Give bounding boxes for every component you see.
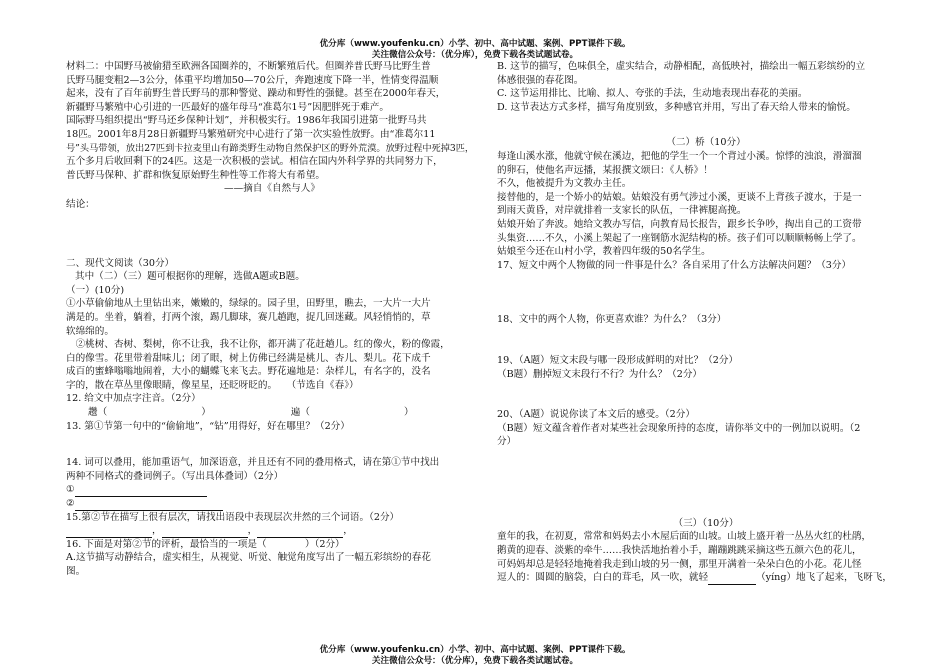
- bridge-line: 的卵石，使他名声远播，某报撰文颂曰：《人桥》！: [497, 164, 713, 176]
- question-14-line: 14. 词可以叠用，能加重语气，加深语意，并且还有不同的叠用格式，请在第①节中找出: [66, 457, 440, 469]
- question-18: 18、文中的两个人物，你更喜欢谁？为什么？（3分）: [497, 314, 727, 326]
- q12-answer-row: [66, 406, 484, 420]
- passage-2-line: 白的像雪。花里带着甜味儿；闭了眼，树上仿佛已经满是桃儿、杏儿、梨儿。花下成千: [66, 352, 431, 364]
- question-20-a: 20、（A题）说说你读了本文后的感受。（2分）: [497, 409, 695, 421]
- source-citation: ——摘自《自然与人》: [224, 183, 320, 195]
- q15-blank-1[interactable]: [66, 526, 152, 538]
- q14-answer-2: ②: [66, 497, 484, 511]
- header-line-2: 关注微信公众号：（优分库），免费下载各类试题试卷。: [371, 50, 579, 60]
- bridge-line: 接替他的，是一个娇小的姑娘。姑娘没有勇气涉过小溪，更谈不上背孩子渡水，于是一: [497, 191, 862, 203]
- conclusion-label: 结论：: [66, 198, 95, 210]
- q12-char-b: 遍（: [290, 407, 310, 419]
- bridge-line: 头集资……不久，小溪上架起了一座钢筋水泥结构的桥。孩子们可以顺顺畅畅上学了。: [497, 232, 862, 244]
- material-2-line: 材料二：中国野马被偷猎至欧洲各国圈养的，不断繁殖后代。但圈养普氏野马比野生普: [66, 61, 431, 72]
- section-intro: 其中（二）（三）题可根据你的理解，选做A题或B题。: [75, 271, 305, 283]
- q14-blank-1[interactable]: [75, 485, 207, 497]
- passage-3-title: （三）（10分）: [673, 517, 739, 529]
- q15-answer-row: ， ， ，: [66, 524, 484, 538]
- q12-char-a: 趱（: [88, 407, 108, 419]
- passage-3-line: 可妈妈却总是轻轻地掩着我走到山坡的另一侧，那里开满着一朵朵白色的小花。花儿怪: [497, 558, 862, 570]
- left-column: [66, 60, 484, 579]
- bridge-line: 不久，他被提升为文教办主任。: [497, 178, 632, 190]
- q14-answer-1: ①: [66, 483, 484, 497]
- passage-1-line: ①小草偷偷地从土里钻出来，嫩嫩的，绿绿的。园子里，田野里，瞧去，一大片一大片: [66, 298, 431, 310]
- passage-bridge-title: （二）桥（10分）: [666, 137, 746, 149]
- passage-3-blank[interactable]: [708, 573, 756, 585]
- q16-option-b: 体感很强的春花图。: [497, 74, 584, 86]
- material-2-line: 新疆野马繁殖中心引进的一匹最好的盛年母马“准葛尔1号”因肥胖死于难产。: [66, 101, 389, 113]
- question-20-b: 分）: [497, 436, 517, 448]
- footer-line-2: 关注微信公众号：（优分库），免费下载各类试题试卷。: [371, 656, 579, 666]
- question-17: 17、短文中两个人物做的同一件事是什么？各自采用了什么方法解决问题？（3分）: [497, 259, 852, 271]
- question-15: 15.第②节在描写上很有层次，请找出语段中表现层次井然的三个词语。（2分）: [66, 511, 400, 523]
- passage-2-line: 成百的蜜蜂嗡嗡地闹着，大小的蝴蝶飞来飞去。野花遍地是：杂样儿，有名字的，没名: [66, 366, 431, 378]
- bridge-line: 每逢山溪水涨，他就守候在溪边，把他的学生一个一个背过小溪。惊悸的浊浪，滑溜溜: [497, 150, 862, 162]
- page-header: [0, 39, 950, 61]
- bridge-line: 到雨天黄昏，对岸就排着一支家长的队伍，一律裤腿高挽。: [497, 205, 747, 217]
- material-3-line: 普氏野马保种、扩群和恢复原始野生种性等工作将大有希望。: [66, 169, 326, 181]
- material-3-line: 号”头马带领，放出27匹到卡拉麦里山有蹄类野生动物自然保护区的野外荒漠。放野过程中死掉3匹，: [66, 142, 475, 154]
- question-20-b: （B题）短文蕴含着作者对某些社会现象所持的态度，请你举文中的一例加以说明。（2: [497, 422, 861, 434]
- q16-option-c: C. 这节运用排比、比喻、拟人、夸张的手法，生动地表现出春花的美丽。: [497, 88, 808, 100]
- footer-line-1: 优分库（www.youfenku.cn）小学、初中、高中试题、案例、PPT课件下载。: [319, 645, 631, 655]
- header-line-1: 优分库（www.youfenku.cn）小学、初中、高中试题、案例、PPT课件下载。: [319, 39, 631, 49]
- material-2-line: 氏野马腿变粗2—3公分，体重平均增加50—70公斤，奔跑速度下降一半，性情变得温顺: [66, 74, 439, 86]
- q15-blank-2[interactable]: [162, 526, 248, 538]
- q14-blank-2[interactable]: [75, 499, 223, 511]
- passage-2-line: ②桃树、杏树、梨树，你不让我，我不让你，都开满了花赶趟儿。红的像火，粉的像霞，: [66, 339, 450, 351]
- question-13: 13. 第①节第一句中的“偷偷地”，“钻”用得好，好在哪里？（2分）: [66, 420, 350, 432]
- right-column: [497, 60, 915, 585]
- passage-3-line: 童年的我，在初夏，常常和妈妈去小木屋后面的山坡。山坡上盛开着一丛丛火红的杜鹃，: [497, 531, 872, 543]
- passage-3-line: 逗人的：圆圆的脑袋，白白的茸毛，风一吹，就轻 （yíng）地飞了起来，飞呀飞，: [497, 572, 892, 584]
- section-title: 二、现代文阅读（30分）: [66, 257, 175, 269]
- material-3-line: 国际野马组织提出“野马还乡保种计划”，并积极实行。1986年我国引进第一批野马共: [66, 115, 427, 127]
- question-12: 12. 给文中加点字注音。（2分）: [66, 393, 201, 405]
- passage-2-line: 字的，散在草丛里像眼睛，像星星，还眨呀眨的。 （节选自《春》）: [66, 379, 359, 391]
- q16-option-a: A.这节描写动静结合，虚实相生，从视觉、听觉、触觉角度写出了一幅五彩缤纷的春花: [66, 552, 431, 564]
- passage-1-title: （一）(10分): [66, 284, 125, 296]
- q16-option-b: B. 这节的描写，色味俱全，虚实结合，动静相配，高低映衬，描绘出一幅五彩缤纷的立: [497, 61, 866, 72]
- passage-3-line: 鹅黄的迎春、淡紫的牵牛……我快活地抬着小手，蹦蹦跳跳采摘这些五颜六色的花儿，: [497, 545, 862, 557]
- q16-option-a: 图。: [66, 566, 86, 577]
- passage-1-line: 满是的。坐着，躺着，打两个滚，踢几脚球，赛几趟跑，捉几回迷藏。风轻悄悄的，草: [66, 311, 431, 323]
- material-3-line: 五个多月后收回剩下的24匹。这是一次积极的尝试。相信在国内外科学界的共同努力下，: [66, 156, 443, 168]
- q12-close-b: ）: [403, 407, 414, 419]
- question-19-a: 19、（A题）短文末段与哪一段形成鲜明的对比？（2分）: [497, 354, 739, 366]
- q15-blank-3[interactable]: [257, 526, 343, 538]
- bridge-line: 姑娘开始了奔波。她给文教办写信，向教育局长报告，跟乡长争吵，掏出自己的工资带: [497, 218, 862, 230]
- bridge-line: 姑娘至今还在山村小学，教着四年级的50名学生。: [497, 246, 711, 258]
- material-2-line: 起来，没有了百年前野生普氏野马的那种警觉、躁动和野性的强健。甚至在2000年春天，: [66, 88, 446, 100]
- question-14-line: 两种不同格式的叠词例子。（写出具体叠词）（2分）: [66, 470, 284, 482]
- material-3-line: 18匹。2001年8月28日新疆野马繁殖研究中心进行了第一次实验性放野。由“准葛尔11: [66, 128, 436, 140]
- q16-option-d: D. 这节表达方式多样，描写角度别致，多种感官并用，写出了春天给人带来的愉悦。: [497, 101, 856, 113]
- q12-close-a: ）: [201, 407, 211, 419]
- passage-1-line: 软绵绵的。: [66, 325, 114, 337]
- question-19-b: （B题）删掉短文末段行不行？为什么？（2分）: [497, 368, 703, 380]
- question-16: 16. 下面是对第②节的评析，最恰当的一项是（ ）（2分）: [66, 538, 345, 550]
- page-footer: [0, 645, 950, 667]
